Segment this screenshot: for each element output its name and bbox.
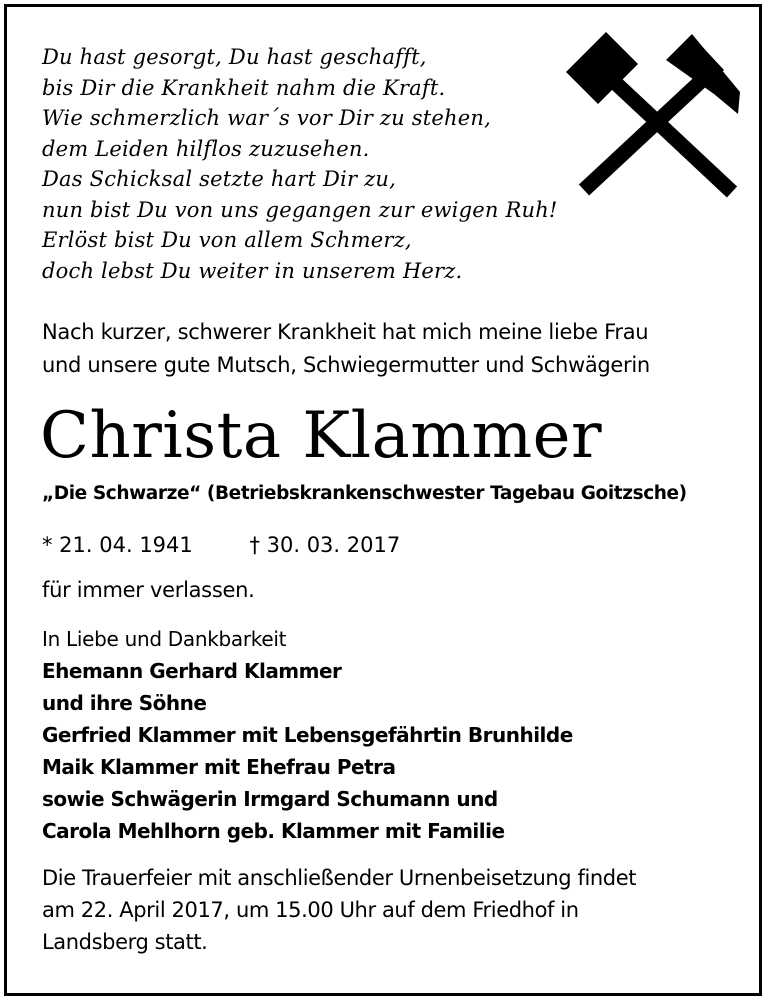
mourner-line: Carola Mehlhorn geb. Klammer mit Familie [42, 819, 505, 843]
intro-line: Nach kurzer, schwerer Krankheit hat mich meine liebe Frau [42, 320, 649, 344]
mourner-line: Ehemann Gerhard Klammer [42, 659, 342, 683]
poem-line: Wie schmerzlich war´s vor Dir zu stehen, [42, 106, 491, 130]
left-us-text: für immer verlassen. [42, 578, 255, 602]
funeral-info [42, 862, 636, 958]
intro-text [42, 316, 650, 382]
poem-line: doch lebst Du weiter in unserem Herz. [42, 258, 463, 283]
mourner-line: Gerfried Klammer mit Lebensgefährtin Brunhilde [42, 723, 573, 747]
poem-line: dem Leiden hilflos zuzusehen. [42, 136, 370, 161]
funeral-line: Landsberg statt. [42, 930, 208, 954]
funeral-line: am 22. April 2017, um 15.00 Uhr auf dem Friedhof in [42, 898, 579, 922]
mourner-line: und ihre Söhne [42, 691, 207, 715]
memorial-poem [42, 42, 558, 286]
birth-date: * 21. 04. 1941 [42, 533, 193, 557]
mourners-lead: In Liebe und Dankbarkeit [42, 627, 287, 651]
mourner-line: Maik Klammer mit Ehefrau Petra [42, 755, 396, 779]
life-dates [42, 530, 400, 560]
poem-line: Du hast gesorgt, Du hast geschafft, [42, 45, 427, 69]
poem-line: Das Schicksal setzte hart Dir zu, [42, 167, 396, 191]
intro-line: und unsere gute Mutsch, Schwiegermutter und Schwägerin [42, 353, 650, 377]
poem-line: Erlöst bist Du von allem Schmerz, [42, 228, 412, 252]
poem-line: nun bist Du von uns gegangen zur ewigen Ruh! [42, 197, 558, 222]
death-date: † 30. 03. 2017 [249, 533, 401, 557]
mourner-line: sowie Schwägerin Irmgard Schumann und [42, 787, 498, 811]
funeral-line: Die Trauerfeier mit anschließender Urnenbeisetzung findet [42, 866, 637, 890]
deceased-name: Christa Klammer [40, 399, 603, 473]
nickname-occupation: „Die Schwarze“ (Betriebskrankenschwester Tagebau Goitzsche) [42, 483, 687, 504]
mourners-block [42, 623, 573, 847]
poem-line: bis Dir die Krankheit nahm die Kraft. [42, 75, 446, 100]
crossed-hammers-icon [562, 30, 744, 198]
